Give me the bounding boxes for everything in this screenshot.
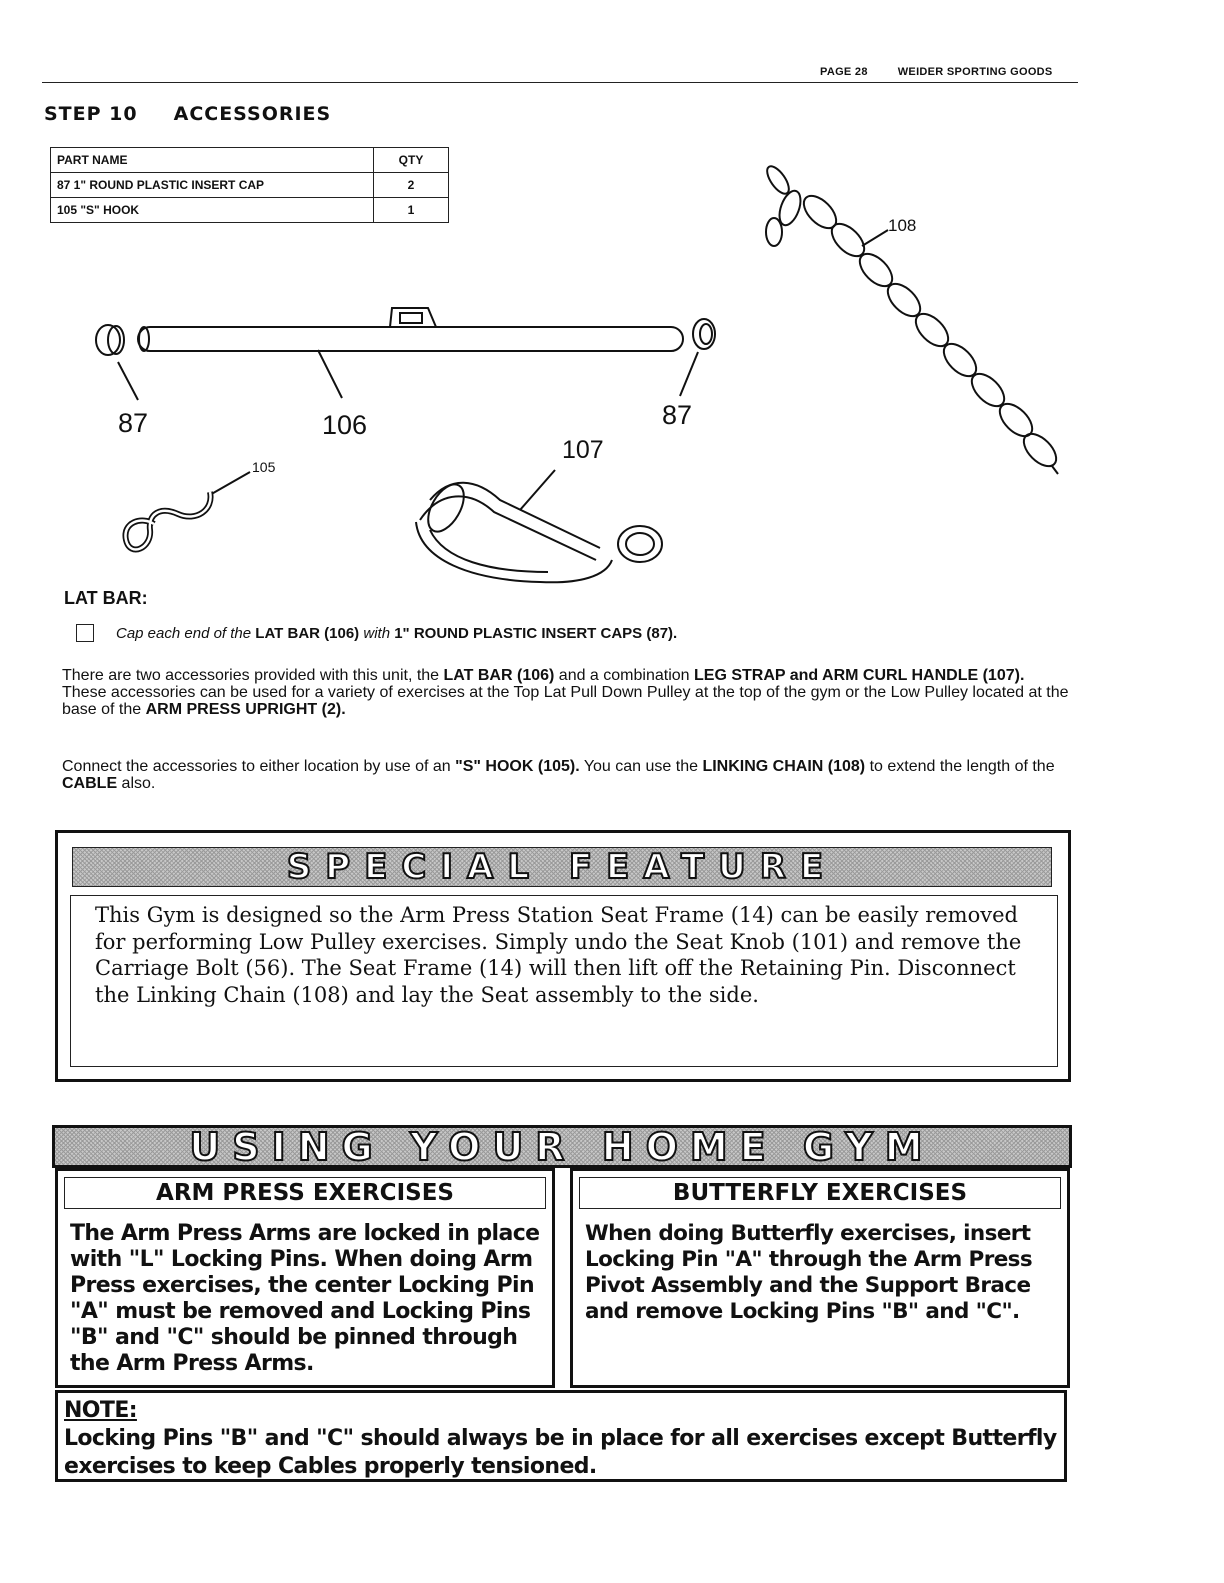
part-name-cell: 87 1" ROUND PLASTIC INSERT CAP xyxy=(51,173,374,198)
part-name-cell: 105 "S" HOOK xyxy=(51,198,374,223)
step-text-bold: LAT BAR (106) xyxy=(255,624,360,642)
para-text: also. xyxy=(117,775,156,792)
callout-87-right: 87 xyxy=(662,400,693,430)
arm-press-text: The Arm Press Arms are locked in place with "L" Locking Pins. When doing Arm Press exercises, the center Locking Pin "A" must be removed and Locking Pins "B" and "C" should be pinned through the Arm Press Arms. xyxy=(70,1221,540,1376)
s-hook-illustration xyxy=(125,492,210,549)
step-text-italic: with xyxy=(363,624,391,642)
step-text-italic: Cap each end of the xyxy=(116,624,252,642)
para-bold: "S" HOOK (105). xyxy=(455,758,580,775)
lat-bar-illustration xyxy=(138,308,683,351)
butterfly-title: BUTTERFLY EXERCISES xyxy=(579,1177,1061,1209)
special-feature-text: This Gym is designed so the Arm Press Station Seat Frame (14) can be easily removed for performing Low Pulley exercises. Simply undo the Seat Knob (101) and remove the Carriage Bolt (56). The Seat Frame (14) will then lift off the Retaining Pin. Disconnect the Linking Chain (108) and lay the Seat assembly to the side. xyxy=(70,895,1058,1067)
home-gym-banner xyxy=(52,1125,1072,1168)
para-bold: CABLE xyxy=(62,775,118,792)
para-text: to extend the length of the xyxy=(865,758,1055,775)
header-qty: QTY xyxy=(374,148,449,173)
callout-108: 108 xyxy=(888,216,917,235)
special-feature-box xyxy=(55,830,1071,1082)
cap-right-illustration xyxy=(693,319,715,349)
callout-107: 107 xyxy=(562,436,604,464)
connect-paragraph xyxy=(62,758,1072,792)
linking-chain-illustration xyxy=(763,163,1062,474)
para-text: There are two accessories provided with this unit, the xyxy=(62,667,444,684)
para-bold: ARM PRESS UPRIGHT (2). xyxy=(145,701,346,718)
arm-press-title: ARM PRESS EXERCISES xyxy=(64,1177,546,1209)
page-number: PAGE 28 xyxy=(820,66,868,78)
publisher-name: WEIDER SPORTING GOODS xyxy=(897,66,1053,78)
callout-106: 106 xyxy=(322,410,368,440)
para-text: You can use the xyxy=(579,758,703,775)
note-text: Locking Pins "B" and "C" should always be in place for all exercises except Butterfly exercises to keep Cables properly tensioned. xyxy=(64,1426,1057,1479)
accessories-drawing xyxy=(0,140,1224,600)
note-label: NOTE: xyxy=(64,1398,137,1423)
note-box xyxy=(55,1390,1067,1482)
step-title xyxy=(44,103,331,125)
part-qty-cell: 1 xyxy=(374,198,449,223)
para-bold: LINKING CHAIN (108) xyxy=(702,758,866,775)
step-number: STEP 10 xyxy=(44,103,138,125)
butterfly-text: When doing Butterfly exercises, insert Locking Pin "A" through the Arm Press Pivot Assembly and the Support Brace and remove Locking Pins "B" and "C". xyxy=(585,1221,1033,1324)
header-rule xyxy=(42,82,1078,83)
step-text-bold: 1" ROUND PLASTIC INSERT CAPS (87). xyxy=(394,624,678,642)
step-checkbox[interactable] xyxy=(76,624,94,642)
butterfly-box xyxy=(570,1168,1070,1388)
para-bold: LAT BAR (106) xyxy=(443,667,555,684)
special-feature-banner xyxy=(72,847,1052,887)
arm-press-box xyxy=(55,1168,555,1388)
special-feature-title: SPECIAL FEATURE xyxy=(286,847,838,887)
para-bold: LEG STRAP and ARM CURL HANDLE (107). xyxy=(694,667,1025,684)
page-header xyxy=(820,66,1083,78)
para-text: Connect the accessories to either location by use of an xyxy=(62,758,456,775)
accessories-paragraph xyxy=(62,667,1072,718)
strap-handle-illustration xyxy=(416,478,662,582)
home-gym-title: USING YOUR HOME GYM xyxy=(189,1124,935,1169)
lat-bar-step xyxy=(76,624,677,642)
callout-105: 105 xyxy=(252,459,276,475)
callout-87-left: 87 xyxy=(118,408,149,438)
header-part-name: PART NAME xyxy=(51,148,374,173)
cap-left-illustration xyxy=(96,325,124,355)
lat-bar-heading: LAT BAR: xyxy=(64,588,148,608)
step-name: ACCESSORIES xyxy=(173,103,332,125)
part-qty-cell: 2 xyxy=(374,173,449,198)
para-text: These accessories can be used for a variety of exercises at the Top Lat Pull Down Pulley at the top of the gym or the Low Pulley located at the base of the xyxy=(62,684,1069,718)
para-text: and a combination xyxy=(554,667,694,684)
